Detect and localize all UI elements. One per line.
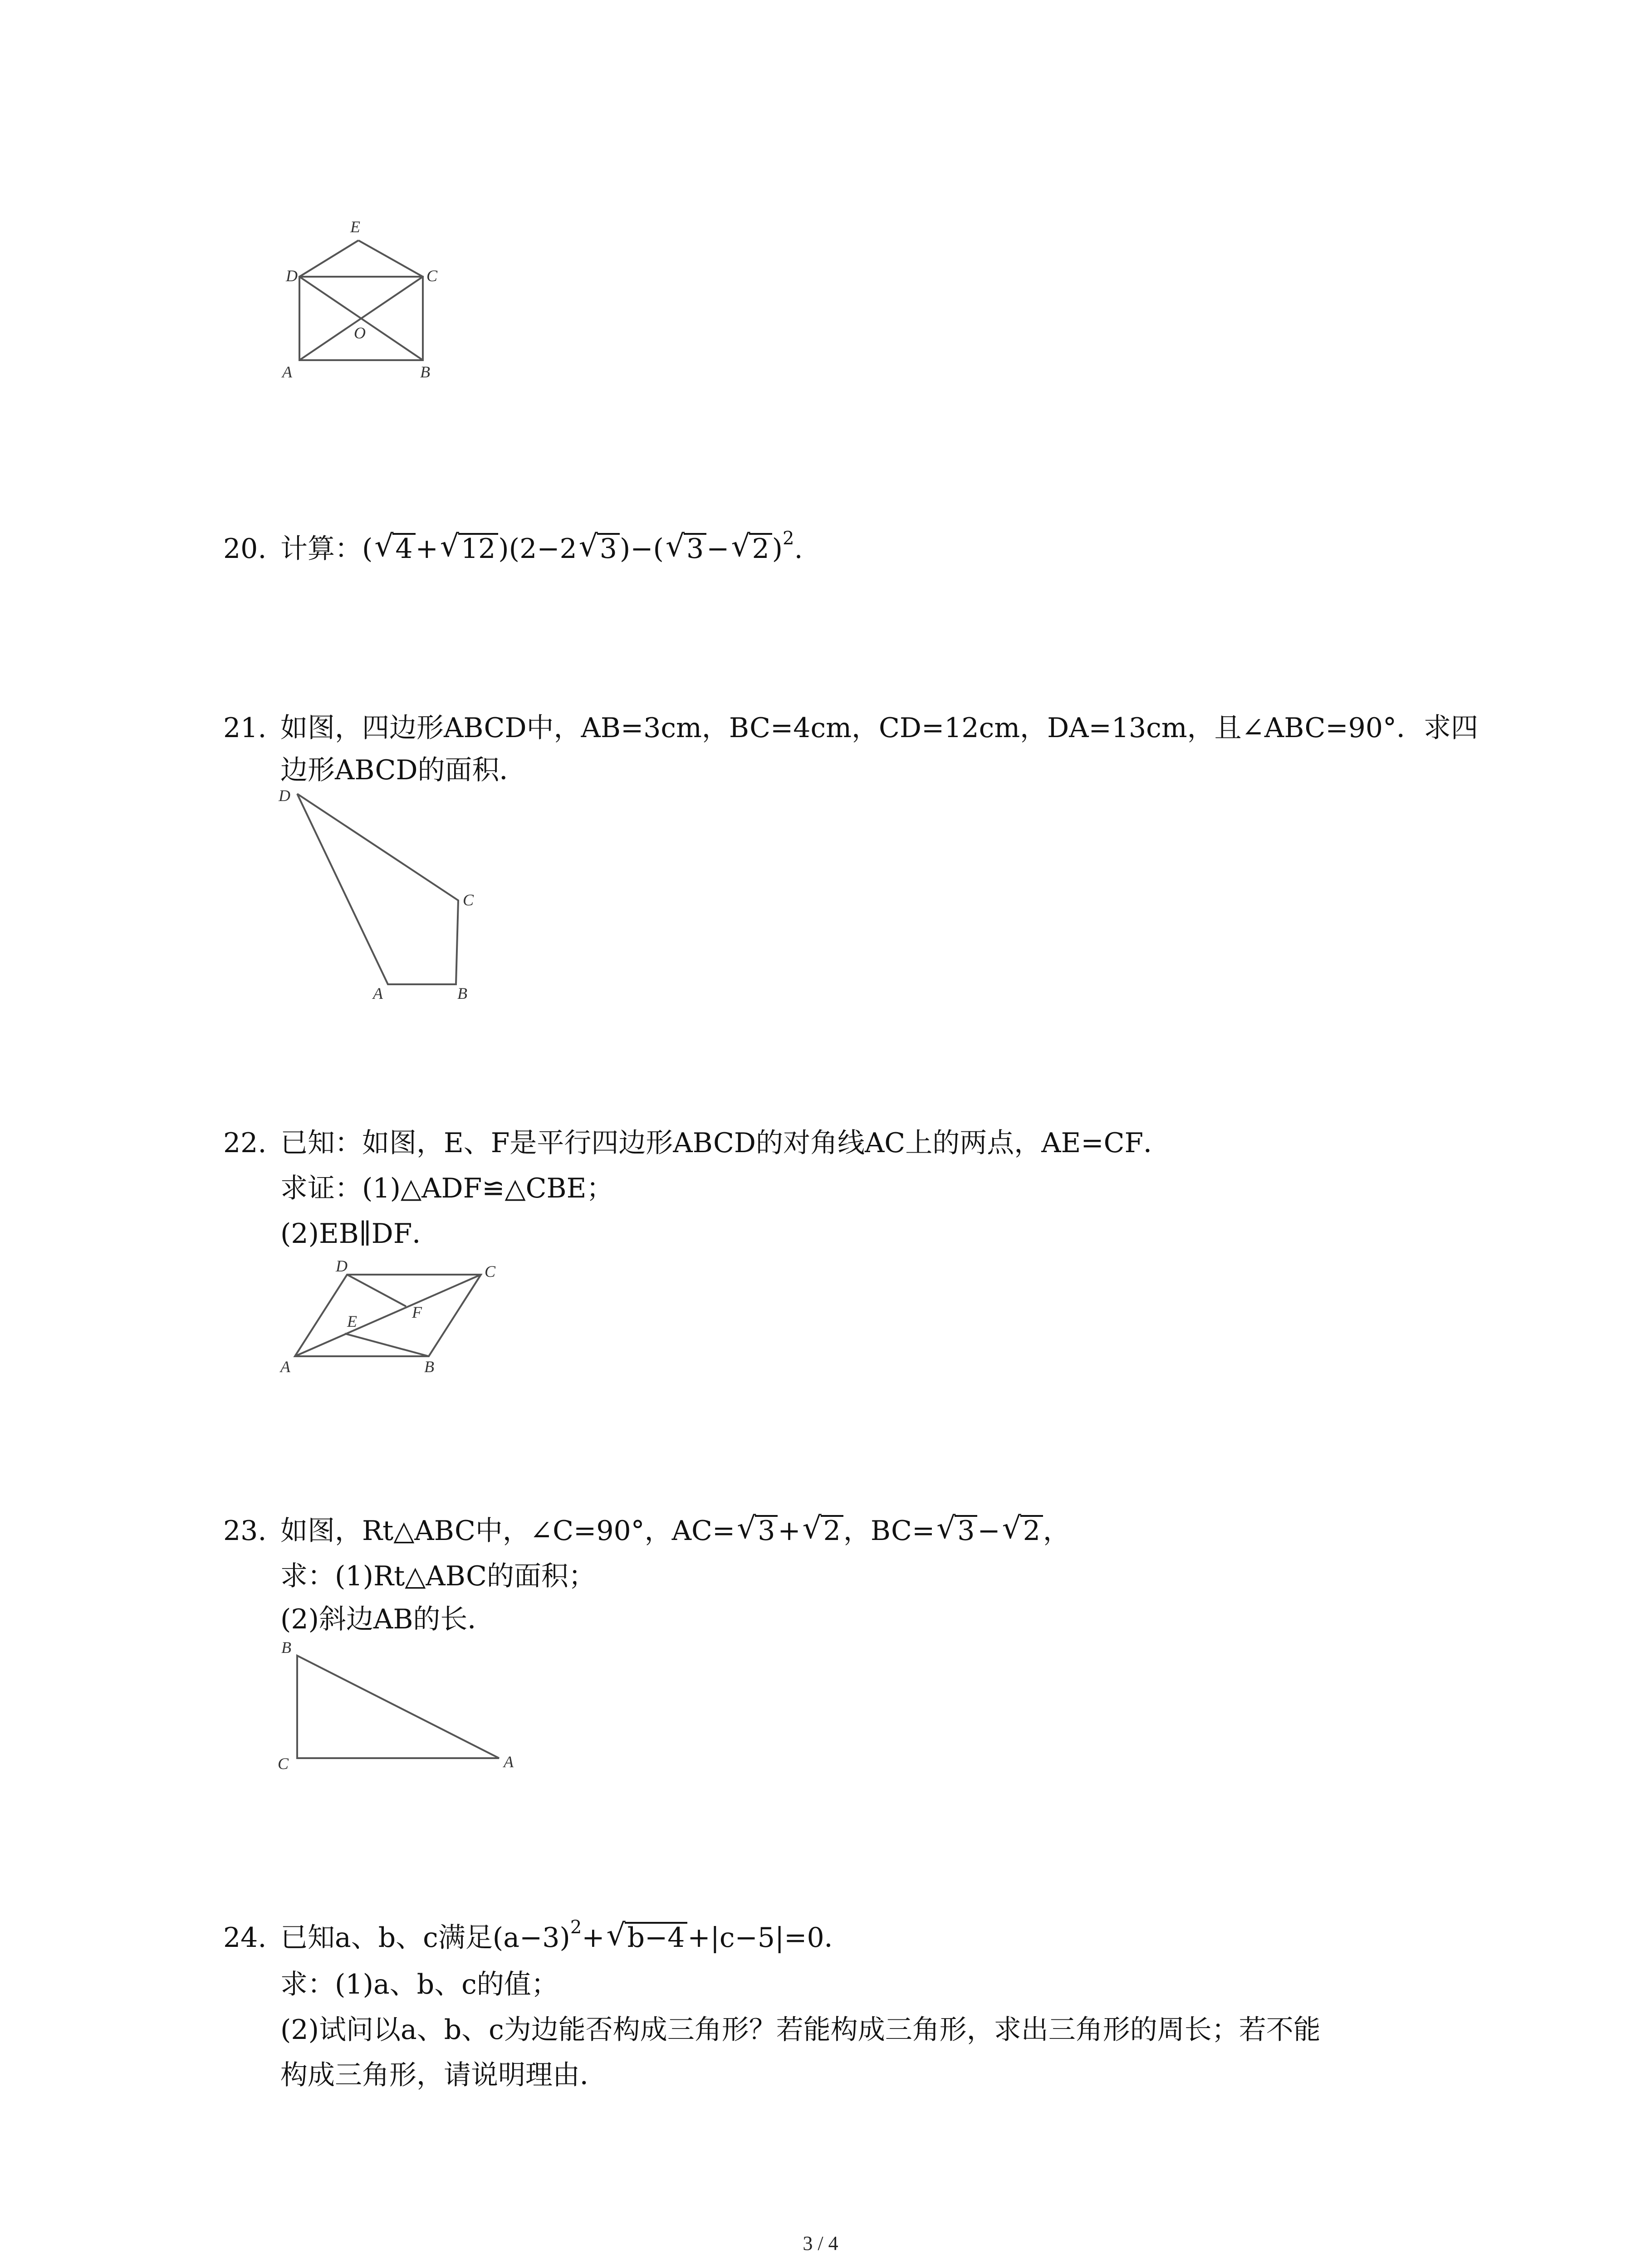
label-D: D — [279, 787, 290, 805]
label-O: O — [354, 324, 366, 342]
problem-24-line1: 24. 已知a、b、c满足$(a-3)^2+√$ b−4 +|c−5|=0． — [223, 1915, 852, 1960]
label-C: C — [426, 267, 438, 285]
label-E: E — [347, 1312, 357, 1330]
label-A: A — [504, 1753, 514, 1771]
label-B: B — [424, 1358, 434, 1376]
sqrt-4: √ 4 — [374, 526, 415, 572]
problem-24-line2: 求：(1)a、b、c的值； — [280, 1969, 558, 2000]
label-F: F — [412, 1303, 422, 1321]
problem-22-line2: 求证：(1)△ADF≌△CBE； — [280, 1173, 614, 1204]
page-number: 3 / 4 — [803, 2232, 838, 2254]
problem-21-line1 — [223, 705, 1478, 751]
problem-21-line2: 边形ABCD的面积． — [280, 754, 527, 786]
label-C: C — [485, 1262, 496, 1281]
label-B: B — [281, 1638, 291, 1657]
figure-parallelogram — [268, 1259, 522, 1390]
problem-24-line3: (2)试问以a、b、c为边能否构成三角形？若能构成三角形，求出三角形的周长；若不能 — [280, 2014, 1321, 2046]
problem-24-line4: 构成三角形，请说明理由． — [280, 2059, 607, 2091]
label-B: B — [457, 984, 467, 1002]
exponent: 2 — [783, 528, 794, 549]
label-B: B — [420, 363, 430, 381]
label-E: E — [350, 218, 360, 236]
problem-number: 24. — [223, 1922, 267, 1954]
label-A: A — [282, 363, 292, 381]
sqrt-3: √ 3 — [737, 1508, 778, 1554]
sqrt-3b: √ 3 — [666, 526, 706, 572]
sqrt-2: √ 2 — [803, 1508, 843, 1554]
problem-number: 23. — [223, 1515, 267, 1547]
problem-23-line1: 23. 如图，Rt△ABC中，∠C=90°，AC=√ 3 +√ 2 ，BC=√ 3 −√ 2 ， — [223, 1508, 1070, 1554]
sqrt-3b: √ 3 — [936, 1508, 977, 1554]
problem-23-line2: 求：(1)Rt△ABC的面积； — [280, 1560, 596, 1592]
problem-20: 20. 计算：(√ 4 +√ 12 )(2−2√ 3 )−(√ 3 −√ 2 )$^2$. — [223, 526, 803, 572]
label-C: C — [463, 891, 474, 909]
label-D: D — [286, 267, 298, 285]
exponent: 2 — [570, 1917, 582, 1938]
problem-22-line3: (2)EB∥DF． — [280, 1218, 440, 1250]
sqrt-3: √ 3 — [579, 526, 620, 572]
problem-number: 22. — [223, 1127, 267, 1159]
problem-22-line1 — [223, 1120, 1171, 1166]
label-C: C — [278, 1755, 289, 1773]
sqrt-b-minus-4: √ b−4 — [607, 1915, 688, 1960]
sqrt-2: √ 2 — [731, 526, 772, 572]
figure-right-triangle — [272, 1637, 526, 1778]
label-D: D — [336, 1259, 348, 1275]
problem-text: 如图，四边形ABCD中，AB=3cm，BC=4cm，CD=12cm，DA=13cm，且∠ABC=90°．求四 — [280, 712, 1478, 744]
problem-number: 21. — [223, 712, 267, 744]
figure-quadrilateral — [272, 785, 508, 1002]
problem-23-line3: (2)斜边AB的长． — [280, 1603, 495, 1635]
label-A: A — [373, 984, 383, 1002]
problem-text: 已知：如图，E、F是平行四边形ABCD的对角线AC上的两点，AE=CF． — [280, 1127, 1171, 1159]
problem-number: 20. — [223, 533, 267, 565]
problem-label: 计算： — [280, 533, 362, 565]
sqrt-12: √ 12 — [440, 526, 498, 572]
label-A: A — [280, 1358, 290, 1376]
figure-rectangle-with-triangle — [272, 213, 463, 386]
sqrt-2b: √ 2 — [1002, 1508, 1043, 1554]
